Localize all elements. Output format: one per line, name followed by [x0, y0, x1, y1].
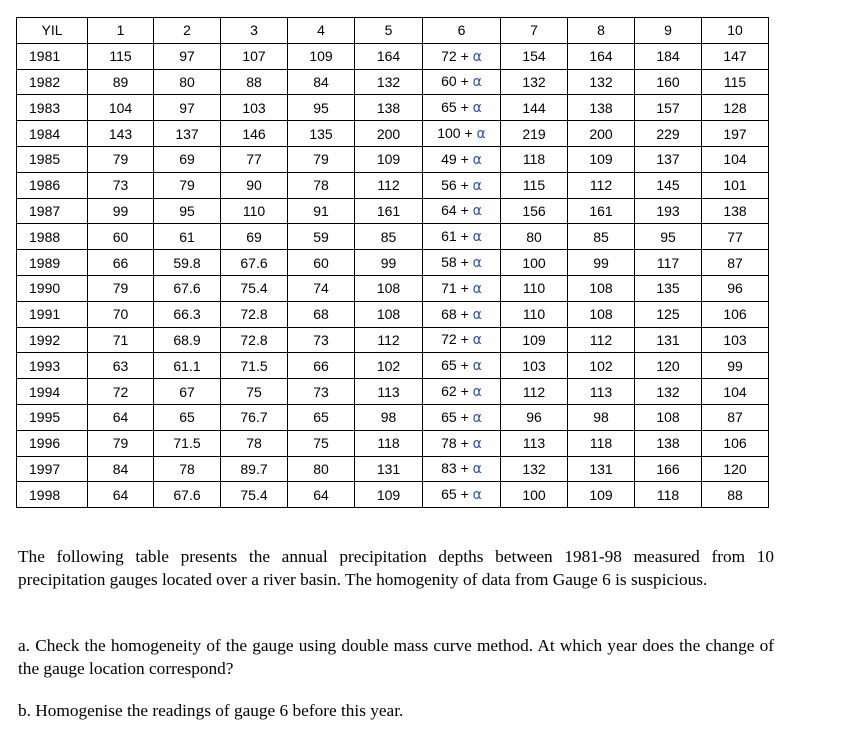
data-cell: 117: [635, 250, 702, 276]
data-cell: 109: [288, 43, 355, 69]
table-row: [17, 198, 769, 224]
data-cell: 200: [355, 121, 423, 147]
gauge6-value: 65 +: [441, 408, 469, 425]
data-cell: 89.7: [221, 456, 288, 482]
data-cell: 75.4: [221, 275, 288, 301]
data-cell: 67.6: [154, 482, 221, 508]
year-cell: 1994: [17, 379, 88, 405]
alpha-symbol: α: [472, 100, 482, 117]
year-cell: 1981: [17, 43, 88, 69]
gauge6-cell: [423, 353, 501, 379]
data-cell: 79: [288, 146, 355, 172]
table-row: [17, 353, 769, 379]
data-cell: 60: [88, 224, 154, 250]
alpha-symbol: α: [472, 203, 482, 220]
gauge6-cell: [423, 146, 501, 172]
data-cell: 68.9: [154, 327, 221, 353]
data-cell: 115: [88, 43, 154, 69]
data-cell: 67.6: [221, 250, 288, 276]
data-cell: 99: [568, 250, 635, 276]
table-row: [17, 301, 769, 327]
gauge6-cell: [423, 43, 501, 69]
data-cell: 112: [355, 327, 423, 353]
data-cell: 131: [568, 456, 635, 482]
header-gauge: 6: [423, 18, 501, 44]
data-cell: 138: [568, 95, 635, 121]
header-gauge: 5: [355, 18, 423, 44]
data-cell: 156: [501, 198, 568, 224]
data-cell: 103: [702, 327, 769, 353]
data-cell: 113: [568, 379, 635, 405]
data-cell: 229: [635, 121, 702, 147]
gauge6-value: 68 +: [441, 305, 469, 322]
data-cell: 109: [501, 327, 568, 353]
data-cell: 95: [635, 224, 702, 250]
year-cell: 1982: [17, 69, 88, 95]
data-cell: 115: [702, 69, 769, 95]
data-cell: 96: [501, 404, 568, 430]
year-cell: 1998: [17, 482, 88, 508]
year-cell: 1987: [17, 198, 88, 224]
data-cell: 69: [221, 224, 288, 250]
data-cell: 131: [355, 456, 423, 482]
data-cell: 76.7: [221, 404, 288, 430]
data-cell: 137: [154, 121, 221, 147]
year-cell: 1996: [17, 430, 88, 456]
gauge6-value: 65 +: [441, 486, 469, 503]
data-cell: 91: [288, 198, 355, 224]
gauge6-value: 100 +: [437, 125, 473, 142]
data-cell: 78: [288, 172, 355, 198]
data-cell: 95: [288, 95, 355, 121]
data-cell: 63: [88, 353, 154, 379]
gauge6-value: 83 +: [441, 460, 469, 477]
alpha-symbol: α: [476, 126, 486, 143]
data-cell: 69: [154, 146, 221, 172]
data-cell: 138: [702, 198, 769, 224]
table-header-row: [17, 18, 769, 44]
data-cell: 135: [635, 275, 702, 301]
table-row: [17, 456, 769, 482]
data-cell: 147: [702, 43, 769, 69]
data-cell: 115: [501, 172, 568, 198]
data-cell: 102: [568, 353, 635, 379]
gauge6-cell: [423, 172, 501, 198]
data-cell: 113: [501, 430, 568, 456]
data-cell: 80: [288, 456, 355, 482]
data-cell: 85: [355, 224, 423, 250]
data-cell: 109: [568, 146, 635, 172]
data-cell: 79: [88, 430, 154, 456]
data-cell: 160: [635, 69, 702, 95]
data-cell: 118: [568, 430, 635, 456]
data-cell: 132: [355, 69, 423, 95]
data-cell: 60: [288, 250, 355, 276]
data-cell: 59.8: [154, 250, 221, 276]
data-cell: 67.6: [154, 275, 221, 301]
data-cell: 193: [635, 198, 702, 224]
gauge6-value: 61 +: [441, 228, 469, 245]
data-cell: 75: [288, 430, 355, 456]
data-cell: 112: [355, 172, 423, 198]
data-cell: 154: [501, 43, 568, 69]
data-cell: 145: [635, 172, 702, 198]
question-b: b. Homogenise the readings of gauge 6 before this year.: [18, 701, 404, 720]
header-gauge: 1: [88, 18, 154, 44]
data-cell: 110: [501, 275, 568, 301]
data-cell: 103: [501, 353, 568, 379]
data-cell: 79: [88, 146, 154, 172]
gauge6-value: 56 +: [441, 176, 469, 193]
alpha-symbol: α: [472, 74, 482, 91]
precipitation-table: [16, 17, 769, 508]
data-cell: 64: [88, 482, 154, 508]
data-cell: 99: [355, 250, 423, 276]
data-cell: 75.4: [221, 482, 288, 508]
gauge6-cell: [423, 250, 501, 276]
data-cell: 66: [88, 250, 154, 276]
data-cell: 144: [501, 95, 568, 121]
data-cell: 112: [568, 172, 635, 198]
data-cell: 108: [568, 275, 635, 301]
data-cell: 132: [635, 379, 702, 405]
header-gauge: 3: [221, 18, 288, 44]
data-cell: 72.8: [221, 327, 288, 353]
data-cell: 132: [501, 456, 568, 482]
data-cell: 164: [568, 43, 635, 69]
data-cell: 67: [154, 379, 221, 405]
gauge6-cell: [423, 95, 501, 121]
data-cell: 65: [288, 404, 355, 430]
header-gauge: 7: [501, 18, 568, 44]
data-cell: 107: [221, 43, 288, 69]
data-cell: 80: [154, 69, 221, 95]
table-row: [17, 95, 769, 121]
gauge6-cell: [423, 224, 501, 250]
gauge6-value: 62 +: [441, 383, 469, 400]
gauge6-value: 65 +: [441, 99, 469, 116]
alpha-symbol: α: [472, 409, 482, 426]
data-cell: 71.5: [154, 430, 221, 456]
table-row: [17, 430, 769, 456]
alpha-symbol: α: [472, 151, 482, 168]
alpha-symbol: α: [472, 48, 482, 65]
alpha-symbol: α: [472, 332, 482, 349]
gauge6-cell: [423, 482, 501, 508]
table-row: [17, 69, 769, 95]
gauge6-cell: [423, 301, 501, 327]
alpha-symbol: α: [472, 358, 482, 375]
data-cell: 61: [154, 224, 221, 250]
data-cell: 112: [501, 379, 568, 405]
data-cell: 80: [501, 224, 568, 250]
data-cell: 161: [355, 198, 423, 224]
year-cell: 1983: [17, 95, 88, 121]
table-row: [17, 121, 769, 147]
gauge6-cell: [423, 404, 501, 430]
data-cell: 108: [355, 275, 423, 301]
data-cell: 64: [88, 404, 154, 430]
data-cell: 106: [702, 301, 769, 327]
data-cell: 78: [154, 456, 221, 482]
data-cell: 97: [154, 95, 221, 121]
alpha-symbol: α: [472, 177, 482, 194]
table-row: [17, 327, 769, 353]
data-cell: 87: [702, 404, 769, 430]
gauge6-value: 58 +: [441, 254, 469, 271]
alpha-symbol: α: [472, 461, 482, 478]
table-row: [17, 250, 769, 276]
data-cell: 89: [88, 69, 154, 95]
year-cell: 1993: [17, 353, 88, 379]
data-cell: 118: [635, 482, 702, 508]
data-cell: 143: [88, 121, 154, 147]
gauge6-cell: [423, 275, 501, 301]
data-cell: 70: [88, 301, 154, 327]
data-cell: 102: [355, 353, 423, 379]
data-cell: 146: [221, 121, 288, 147]
data-cell: 88: [702, 482, 769, 508]
year-cell: 1984: [17, 121, 88, 147]
year-cell: 1986: [17, 172, 88, 198]
data-cell: 109: [355, 146, 423, 172]
data-cell: 128: [702, 95, 769, 121]
data-cell: 66.3: [154, 301, 221, 327]
alpha-symbol: α: [472, 255, 482, 272]
data-cell: 74: [288, 275, 355, 301]
gauge6-cell: [423, 327, 501, 353]
data-cell: 108: [635, 404, 702, 430]
gauge6-cell: [423, 456, 501, 482]
question-a: a. Check the homogeneity of the gauge using double mass curve method. At which year does the change of the gauge location correspond?: [18, 636, 774, 678]
data-cell: 101: [702, 172, 769, 198]
data-cell: 78: [221, 430, 288, 456]
data-cell: 87: [702, 250, 769, 276]
data-cell: 98: [568, 404, 635, 430]
data-cell: 104: [702, 146, 769, 172]
data-cell: 84: [288, 69, 355, 95]
data-cell: 118: [355, 430, 423, 456]
data-cell: 164: [355, 43, 423, 69]
data-cell: 99: [88, 198, 154, 224]
data-cell: 96: [702, 275, 769, 301]
data-cell: 77: [221, 146, 288, 172]
data-cell: 88: [221, 69, 288, 95]
data-cell: 100: [501, 250, 568, 276]
table-row: [17, 224, 769, 250]
header-gauge: 8: [568, 18, 635, 44]
data-cell: 120: [635, 353, 702, 379]
year-cell: 1989: [17, 250, 88, 276]
data-cell: 79: [154, 172, 221, 198]
data-cell: 84: [88, 456, 154, 482]
data-cell: 72.8: [221, 301, 288, 327]
data-cell: 108: [355, 301, 423, 327]
data-cell: 73: [88, 172, 154, 198]
gauge6-cell: [423, 121, 501, 147]
data-cell: 219: [501, 121, 568, 147]
alpha-symbol: α: [472, 229, 482, 246]
data-cell: 72: [88, 379, 154, 405]
data-cell: 98: [355, 404, 423, 430]
table-row: [17, 275, 769, 301]
data-cell: 97: [154, 43, 221, 69]
table-row: [17, 172, 769, 198]
data-cell: 184: [635, 43, 702, 69]
header-gauge: 9: [635, 18, 702, 44]
data-cell: 100: [501, 482, 568, 508]
data-cell: 112: [568, 327, 635, 353]
table-row: [17, 379, 769, 405]
data-cell: 75: [221, 379, 288, 405]
data-cell: 200: [568, 121, 635, 147]
data-cell: 132: [568, 69, 635, 95]
alpha-symbol: α: [472, 435, 482, 452]
gauge6-cell: [423, 69, 501, 95]
data-cell: 104: [88, 95, 154, 121]
gauge6-cell: [423, 430, 501, 456]
data-cell: 109: [568, 482, 635, 508]
data-cell: 103: [221, 95, 288, 121]
data-cell: 110: [221, 198, 288, 224]
data-cell: 120: [702, 456, 769, 482]
year-cell: 1985: [17, 146, 88, 172]
data-cell: 166: [635, 456, 702, 482]
year-cell: 1988: [17, 224, 88, 250]
header-year: YIL: [17, 18, 88, 44]
year-cell: 1995: [17, 404, 88, 430]
data-cell: 113: [355, 379, 423, 405]
table-row: [17, 404, 769, 430]
data-cell: 106: [702, 430, 769, 456]
data-cell: 77: [702, 224, 769, 250]
gauge6-value: 60 +: [441, 73, 469, 90]
data-cell: 110: [501, 301, 568, 327]
header-gauge: 10: [702, 18, 769, 44]
data-cell: 137: [635, 146, 702, 172]
data-cell: 104: [702, 379, 769, 405]
data-cell: 66: [288, 353, 355, 379]
gauge6-value: 49 +: [441, 150, 469, 167]
alpha-symbol: α: [472, 384, 482, 401]
year-cell: 1990: [17, 275, 88, 301]
intro-paragraph: The following table presents the annual precipitation depths between 1981-98 measured from 10 precipitation gauges located over a river basin. The homogenity of data from Gauge 6 is suspicious.: [18, 547, 774, 589]
data-cell: 64: [288, 482, 355, 508]
gauge6-value: 78 +: [441, 434, 469, 451]
gauge6-value: 71 +: [441, 279, 469, 296]
year-cell: 1992: [17, 327, 88, 353]
data-cell: 109: [355, 482, 423, 508]
data-cell: 161: [568, 198, 635, 224]
data-cell: 59: [288, 224, 355, 250]
data-cell: 73: [288, 327, 355, 353]
data-cell: 73: [288, 379, 355, 405]
data-cell: 132: [501, 69, 568, 95]
year-cell: 1991: [17, 301, 88, 327]
header-gauge: 4: [288, 18, 355, 44]
gauge6-value: 65 +: [441, 357, 469, 374]
data-cell: 90: [221, 172, 288, 198]
table-row: [17, 146, 769, 172]
gauge6-value: 72 +: [441, 331, 469, 348]
data-cell: 125: [635, 301, 702, 327]
data-cell: 118: [501, 146, 568, 172]
data-cell: 135: [288, 121, 355, 147]
data-cell: 65: [154, 404, 221, 430]
data-cell: 79: [88, 275, 154, 301]
data-cell: 99: [702, 353, 769, 379]
alpha-symbol: α: [472, 306, 482, 323]
gauge6-value: 72 +: [441, 47, 469, 64]
data-cell: 71.5: [221, 353, 288, 379]
data-cell: 157: [635, 95, 702, 121]
gauge6-cell: [423, 379, 501, 405]
data-cell: 138: [635, 430, 702, 456]
data-cell: 68: [288, 301, 355, 327]
gauge6-cell: [423, 198, 501, 224]
alpha-symbol: α: [472, 280, 482, 297]
alpha-symbol: α: [472, 487, 482, 504]
data-cell: 131: [635, 327, 702, 353]
data-cell: 108: [568, 301, 635, 327]
header-gauge: 2: [154, 18, 221, 44]
data-cell: 61.1: [154, 353, 221, 379]
data-cell: 95: [154, 198, 221, 224]
table-row: [17, 43, 769, 69]
data-cell: 71: [88, 327, 154, 353]
year-cell: 1997: [17, 456, 88, 482]
table-row: [17, 482, 769, 508]
gauge6-value: 64 +: [441, 202, 469, 219]
data-cell: 197: [702, 121, 769, 147]
data-cell: 85: [568, 224, 635, 250]
data-cell: 138: [355, 95, 423, 121]
